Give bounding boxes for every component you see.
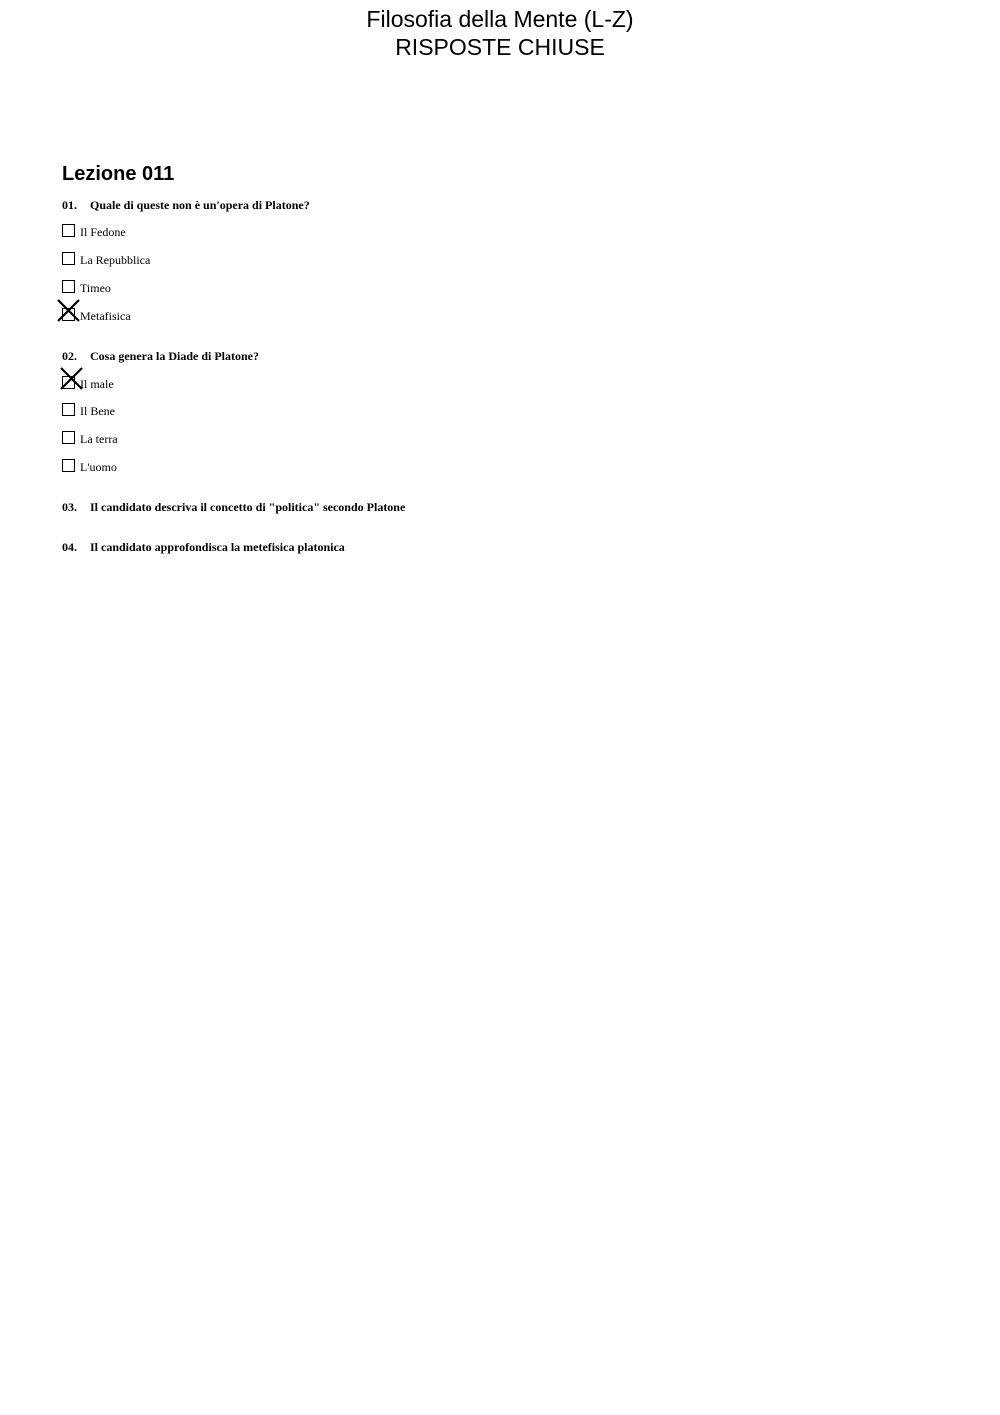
option-label: Il male	[80, 377, 114, 391]
question-number: 04.	[62, 540, 77, 554]
cross-mark-icon	[57, 299, 80, 322]
checkbox[interactable]	[62, 403, 75, 416]
question-number: 02.	[62, 349, 77, 363]
question-text: Il candidato descriva il concetto di "politica" secondo Platone	[90, 500, 406, 514]
option-label: Il Bene	[80, 404, 115, 418]
checkbox[interactable]	[62, 252, 75, 265]
question-text: Cosa genera la Diade di Platone?	[90, 349, 259, 363]
document-subtitle: RISPOSTE CHIUSE	[395, 34, 605, 60]
checkbox[interactable]	[62, 431, 75, 444]
question-number: 03.	[62, 500, 77, 514]
lesson-heading: Lezione 011	[62, 163, 175, 185]
checkbox[interactable]	[62, 280, 75, 293]
question-text: Quale di queste non è un'opera di Platone?	[90, 198, 310, 212]
option-label: La Repubblica	[80, 253, 151, 267]
question-04	[62, 539, 345, 555]
question-text: Il candidato approfondisca la metefisica platonica	[90, 540, 345, 554]
option-label: L'uomo	[80, 460, 117, 474]
question-number: 01.	[62, 198, 77, 212]
checkbox[interactable]	[62, 459, 75, 472]
question-02	[62, 348, 259, 364]
option-label: Il Fedone	[80, 225, 126, 239]
question-01	[62, 197, 310, 213]
option-label: La terra	[80, 432, 118, 446]
checkbox[interactable]	[62, 224, 75, 237]
option-label: Timeo	[80, 281, 111, 295]
option-label: Metafisica	[80, 309, 131, 323]
course-title: Filosofia della Mente (L-Z)	[366, 6, 634, 32]
question-03	[62, 499, 405, 515]
document-header	[0, 5, 1000, 61]
